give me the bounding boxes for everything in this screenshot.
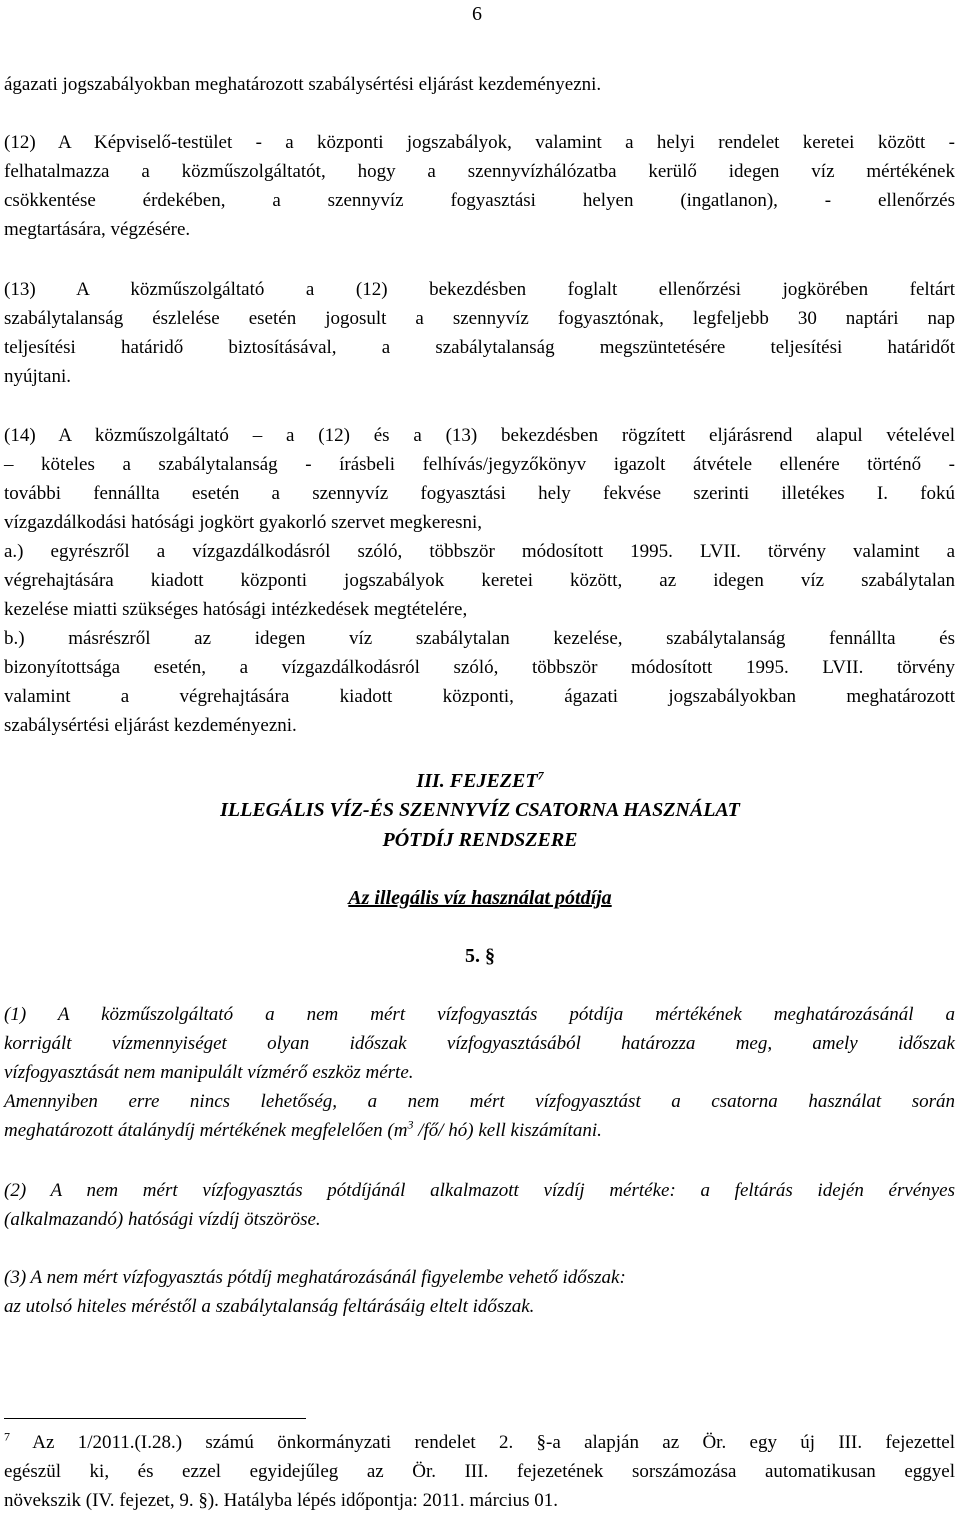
text-line: – köteles a szabálytalanság - írásbeli felhívás/jegyzőkönyv igazolt átvétele ellenére történő - (4, 454, 955, 475)
text-line (4, 1428, 955, 1457)
section-5-paragraph-1 (4, 1000, 955, 1145)
text-line: vízgazdálkodási hatósági jogkört gyakorló szervet megkeresni, (4, 512, 483, 533)
footnote (4, 1428, 955, 1515)
text-line: (14) A közműszolgáltató – a (12) és a (13) bekezdésben rögzített eljárásrend alapul vételével (4, 425, 955, 446)
paragraph-12 (4, 128, 955, 244)
text-line: vízfogyasztását nem manipulált vízmérő eszköz mérte. (4, 1062, 414, 1083)
text-line: Amennyiben erre nincs lehetőség, a nem mért vízfogyasztást a csatorna használat során (4, 1091, 955, 1112)
text-line: megtartására, végzésére. (4, 219, 191, 240)
continuation-text (4, 70, 955, 99)
text-line: további fennállta esetén a szennyvíz fogyasztási hely fekvése szerinti illetékes I. fokú (4, 483, 955, 504)
text-line: (alkalmazandó) hatósági vízdíj ötszöröse. (4, 1209, 321, 1230)
footnote-separator (4, 1418, 306, 1419)
footnote-ref: 7 (537, 768, 544, 783)
text-line: növekszik (IV. fejezet, 9. §). Hatályba lépés időpontja: 2011. március 01. (4, 1490, 559, 1511)
text-fragment: /fő/ hó) kell kiszámítani. (413, 1120, 602, 1141)
section-5-paragraph-2 (4, 1176, 955, 1234)
section-5-paragraph-3 (4, 1263, 955, 1321)
text-line: bizonyítottsága esetén, a vízgazdálkodásról szóló, többször módosított 1995. LVII. törvény (4, 657, 955, 678)
section-number: 5. § (465, 945, 495, 967)
chapter-number-text: III. FEJEZET (416, 770, 538, 792)
paragraph-13 (4, 275, 955, 391)
chapter-title-line-1: ILLEGÁLIS VÍZ-ÉS SZENNYVÍZ CSATORNA HASZNÁLAT (220, 799, 740, 821)
text-line: csökkentése érdekében, a szennyvíz fogyasztási helyen (ingatlanon), - ellenőrzés (4, 190, 955, 211)
chapter-title-line-2: PÓTDÍJ RENDSZERE (382, 829, 578, 851)
text-line (4, 1116, 955, 1145)
text-line: a.) egyrészről a vízgazdálkodásról szóló, többször módosított 1995. LVII. törvény valamint a (4, 541, 955, 562)
text-line: az utolsó hiteles méréstől a szabálytalanság feltárásáig eltelt időszak. (4, 1296, 535, 1317)
section-heading: Az illegális víz használat pótdíja (348, 887, 612, 909)
text-fragment: Az 1/2011.(I.28.) számú önkormányzati rendelet 2. §-a alapján az Ör. egy új III. fejezettel (10, 1432, 955, 1453)
chapter-number (0, 767, 960, 796)
superscript: 3 (407, 1117, 414, 1132)
footnote-marker: 7 (4, 1429, 10, 1444)
text-line: szabálysértési eljárást kezdeményezni. (4, 715, 297, 736)
text-fragment: meghatározott átalánydíj mértékének megfelelően (m (4, 1120, 408, 1141)
text-line: felhatalmazza a közműszolgáltatót, hogy a szennyvízhálózatba kerülő idegen víz mértékének (4, 161, 955, 182)
text-line: (1) A közműszolgáltató a nem mért vízfogyasztás pótdíja mértékének meghatározásánál a (4, 1004, 955, 1025)
text-line: ágazati jogszabályokban meghatározott szabálysértési eljárást kezdeményezni. (4, 74, 602, 95)
text-line: nyújtani. (4, 366, 72, 387)
text-line: (13) A közműszolgáltató a (12) bekezdésben foglalt ellenőrzési jogkörében feltárt (4, 279, 955, 300)
text-line: (12) A Képviselő-testület - a központi jogszabályok, valamint a helyi rendelet keretei között - (4, 132, 955, 153)
text-line: (2) A nem mért vízfogyasztás pótdíjánál alkalmazott vízdíj mértéke: a feltárás idején érvényes (4, 1180, 955, 1201)
text-line: egészül ki, és ezzel egyidejűleg az Ör. III. fejezetének sorszámozása automatikusan eggyel (4, 1461, 955, 1482)
text-line: korrigált vízmennyiséget olyan időszak vízfogyasztásából határozza meg, amely időszak (4, 1033, 955, 1054)
text-line: kezelése miatti szükséges hatósági intézkedések megtételére, (4, 599, 468, 620)
text-line: (3) A nem mért vízfogyasztás pótdíj meghatározásánál figyelembe vehető időszak: (4, 1267, 626, 1288)
page-number: 6 (472, 3, 482, 25)
text-line: szabálytalanság észlelése esetén jogosult a szennyvíz fogyasztónak, legfeljebb 30 naptári nap (4, 308, 955, 329)
text-line: valamint a végrehajtására kiadott központi, ágazati jogszabályokban meghatározott (4, 686, 955, 707)
paragraph-14 (4, 421, 955, 740)
text-line: teljesítési határidő biztosításával, a szabálytalanság megszüntetésére teljesítési határidőt (4, 337, 955, 358)
text-line: b.) másrészről az idegen víz szabálytalan kezelése, szabálytalanság fennállta és (4, 628, 955, 649)
text-line: végrehajtására kiadott központi jogszabályok keretei között, az idegen víz szabálytalan (4, 570, 955, 591)
